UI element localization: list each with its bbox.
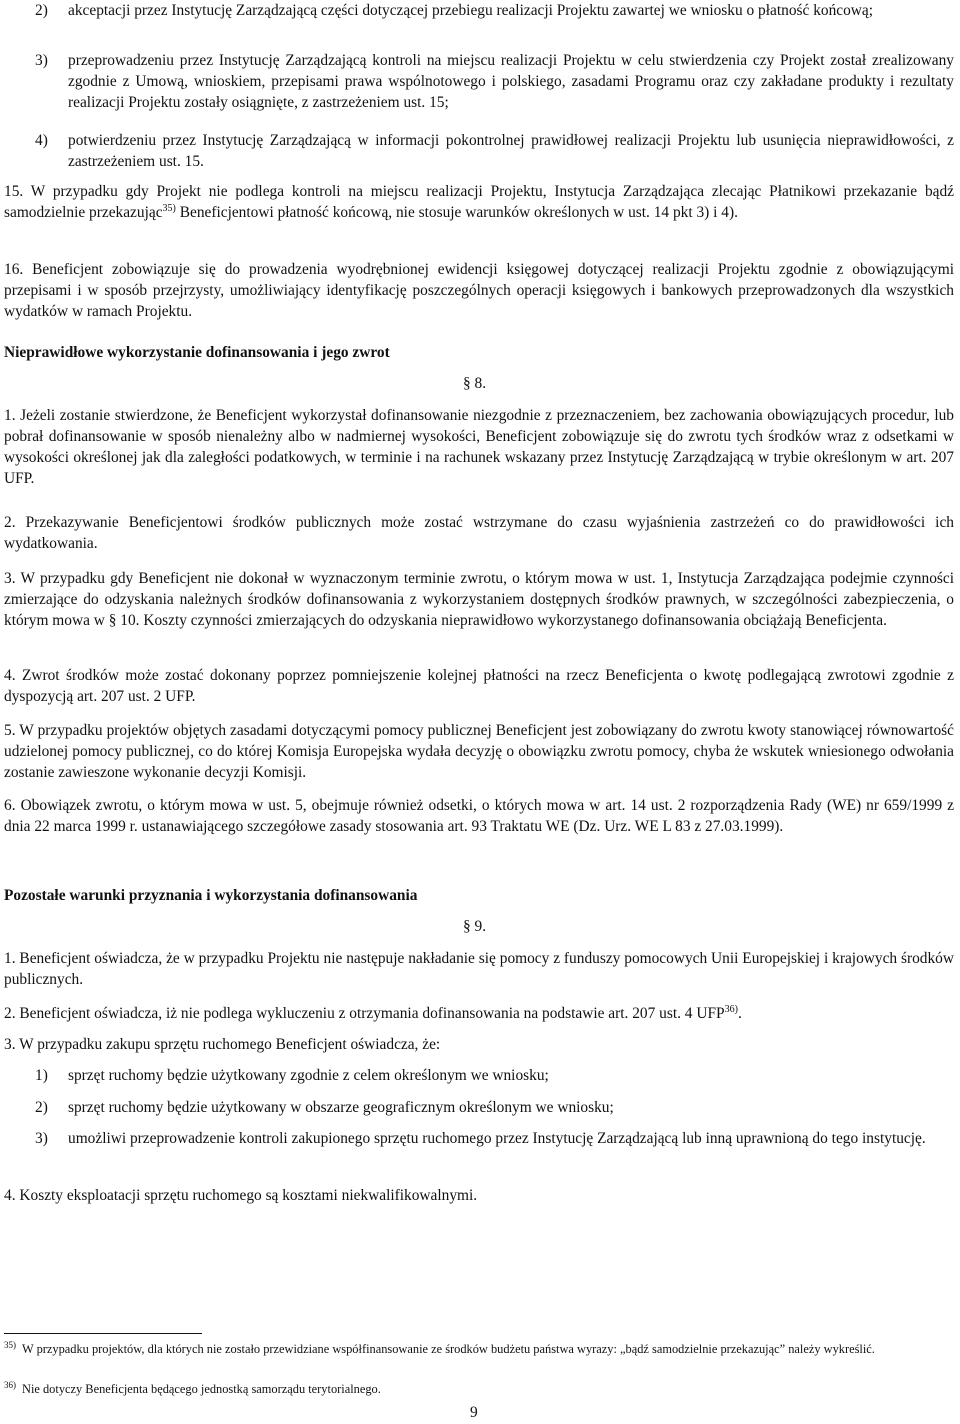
- section-8-heading: Nieprawidłowe wykorzystanie dofinansowania i jego zwrot: [4, 344, 390, 361]
- section-8-paragraph-6: 6. Obowiązek zwrotu, o którym mowa w ust. 5, obejmuje również odsetki, o których mowa w art. 14 ust. 2 rozporządzenia Rady (WE) nr 659/1999 z dnia 22 marca 1999 r. ustanawiającego szczegółowe zasady stosowania art. 93 Traktatu WE (Dz. Urz. WE L 83 z 27.03.1999).: [4, 797, 954, 835]
- section-9-paragraph-2: [4, 1003, 954, 1024]
- footnote-mark: 36): [4, 1380, 16, 1390]
- footnote-ref-36: 36): [724, 1004, 738, 1015]
- list-item: [4, 130, 954, 172]
- section-9-paragraph-3: 3. W przypadku zakupu sprzętu ruchomego Beneficjent oświadcza, że:: [4, 1036, 441, 1053]
- list-item: [4, 50, 954, 113]
- page-number: 9: [470, 1404, 478, 1421]
- list-item-number: 1): [35, 1067, 48, 1084]
- list-item: [4, 1065, 954, 1086]
- section-9-paragraph-1: 1. Beneficjent oświadcza, że w przypadku Projektu nie następuje nakładanie się pomocy z funduszy pomocowych Unii Europejskiej i krajowych środków publicznych.: [4, 950, 954, 988]
- footnote-divider: [4, 1333, 202, 1334]
- list-item: [4, 1097, 954, 1118]
- list-item-text: przeprowadzeniu przez Instytucję Zarządzającą kontroli na miejscu realizacji Projektu w celu stwierdzenia czy Projekt został zrealizowany zgodnie z Umową, wnioskiem, przepisami prawa wspólnotowego i polskiego, zasadami Programu oraz czy zakładane produkty i rezultaty realizacji Projektu zostały osiągnięte, z zastrzeżeniem ust. 15;: [68, 52, 954, 111]
- section-8-paragraph-4: 4. Zwrot środków może zostać dokonany poprzez pomniejszenie kolejnej płatności na rzecz Beneficjenta o kwotę podlegającą zwrotowi zgodnie z dyspozycją art. 207 ust. 2 UFP.: [4, 667, 954, 705]
- section-9-heading: Pozostałe warunki przyznania i wykorzystania dofinansowania: [4, 887, 418, 904]
- section-9-mark: § 9.: [463, 918, 487, 935]
- footnote-text: Nie dotyczy Beneficjenta będącego jednostką samorządu terytorialnego.: [22, 1382, 381, 1396]
- list-item: [4, 0, 954, 21]
- paragraph-15: [4, 181, 954, 223]
- list-item-text: sprzęt ruchomy będzie użytkowany zgodnie z celem określonym we wniosku;: [68, 1067, 549, 1084]
- list-item-text: sprzęt ruchomy będzie użytkowany w obszarze geograficznym określonym we wniosku;: [68, 1099, 614, 1116]
- paragraph-15-text: 15. W przypadku gdy Projekt nie podlega kontroli na miejscu realizacji Projektu, Instytucja Zarządzająca zlecając Płatnikowi przekazanie bądź samodzielnie przekazując: [4, 183, 954, 221]
- list-item-number: 2): [35, 1099, 48, 1116]
- section-9-paragraph-2-end: .: [737, 1005, 742, 1022]
- footnote-text: W przypadku projektów, dla których nie zostało przewidziane współfinansowanie ze środków budżetu państwa wyrazy: „bądź samodzielnie przekazując” należy wykreślić.: [22, 1342, 875, 1356]
- section-8-paragraph-1: 1. Jeżeli zostanie stwierdzone, że Beneficjent wykorzystał dofinansowanie niezgodnie z przeznaczeniem, bez zachowania obowiązujących procedur, lub pobrał dofinansowanie w sposób nienależny albo w nadmiernej wysokości, Beneficjent zobowiązuje się do zwrotu tych środków wraz z odsetkami w wysokości określonej jak dla zaległości podatkowych, w terminie i na rachunek wskazany przez Instytucję Zarządzającą w trybie określonym w art. 207 UFP.: [4, 407, 954, 487]
- list-item-number: 4): [35, 132, 48, 149]
- footnote-36: [4, 1381, 956, 1397]
- paragraph-16: 16. Beneficjent zobowiązuje się do prowadzenia wyodrębnionej ewidencji księgowej dotyczącej realizacji Projektu zgodnie z obowiązującymi przepisami i w sposób przejrzysty, umożliwiający identyfikację poszczególnych operacji księgowych i bankowych przeprowadzonych dla wszystkich wydatków w ramach Projektu.: [4, 261, 954, 320]
- list-item-text: akceptacji przez Instytucję Zarządzającą części dotyczącej przebiegu realizacji Projektu zawartej we wniosku o płatność końcową;: [68, 2, 874, 19]
- section-9-paragraph-4: 4. Koszty eksploatacji sprzętu ruchomego są kosztami niekwalifikowalnymi.: [4, 1187, 478, 1204]
- list-item: [4, 1128, 954, 1149]
- list-item-text: potwierdzeniu przez Instytucję Zarządzającą w informacji pokontrolnej prawidłowej realizacji Projektu lub usunięcia nieprawidłowości, z zastrzeżeniem ust. 15.: [68, 132, 954, 170]
- footnote-ref-35: 35): [162, 203, 176, 214]
- paragraph-15-text-end: Beneficjentowi płatność końcową, nie stosuje warunków określonych w ust. 14 pkt 3) i 4).: [175, 204, 738, 221]
- list-item-text: umożliwi przeprowadzenie kontroli zakupionego sprzętu ruchomego przez Instytucję Zarządzającą lub inną uprawnioną do tego instytucję.: [68, 1130, 926, 1147]
- list-item-number: 3): [35, 1130, 48, 1147]
- footnote-mark: 35): [4, 1340, 16, 1350]
- list-item-number: 3): [35, 52, 48, 69]
- section-8-paragraph-2: 2. Przekazywanie Beneficjentowi środków publicznych może zostać wstrzymane do czasu wyjaśnienia zastrzeżeń co do prawidłowości ich wydatkowania.: [4, 514, 954, 552]
- section-8-paragraph-3: 3. W przypadku gdy Beneficjent nie dokonał w wyznaczonym terminie zwrotu, o którym mowa w ust. 1, Instytucja Zarządzająca podejmie czynności zmierzające do odzyskania należnych środków dofinansowania z wykorzystaniem dostępnych środków prawnych, w szczególności zabezpieczenia, o którym mowa w § 10. Koszty czynności zmierzających do odzyskania nieprawidłowo wykorzystanego dofinansowania obciążają Beneficjenta.: [4, 570, 954, 629]
- section-8-mark: § 8.: [463, 375, 487, 392]
- list-item-number: 2): [35, 2, 48, 19]
- section-9-paragraph-2-text: 2. Beneficjent oświadcza, iż nie podlega wykluczeniu z otrzymania dofinansowania na podstawie art. 207 ust. 4 UFP: [4, 1005, 725, 1022]
- section-8-paragraph-5: 5. W przypadku projektów objętych zasadami dotyczącymi pomocy publicznej Beneficjent jest zobowiązany do zwrotu kwoty stanowiącej równowartość udzielonej pomocy publicznej, co do której Komisja Europejska wydała decyzję o obowiązku zwrotu pomocy, chyba że wskutek wniesionego odwołania zostanie zawieszone wykonanie decyzji Komisji.: [4, 722, 954, 781]
- footnote-35: [4, 1341, 956, 1357]
